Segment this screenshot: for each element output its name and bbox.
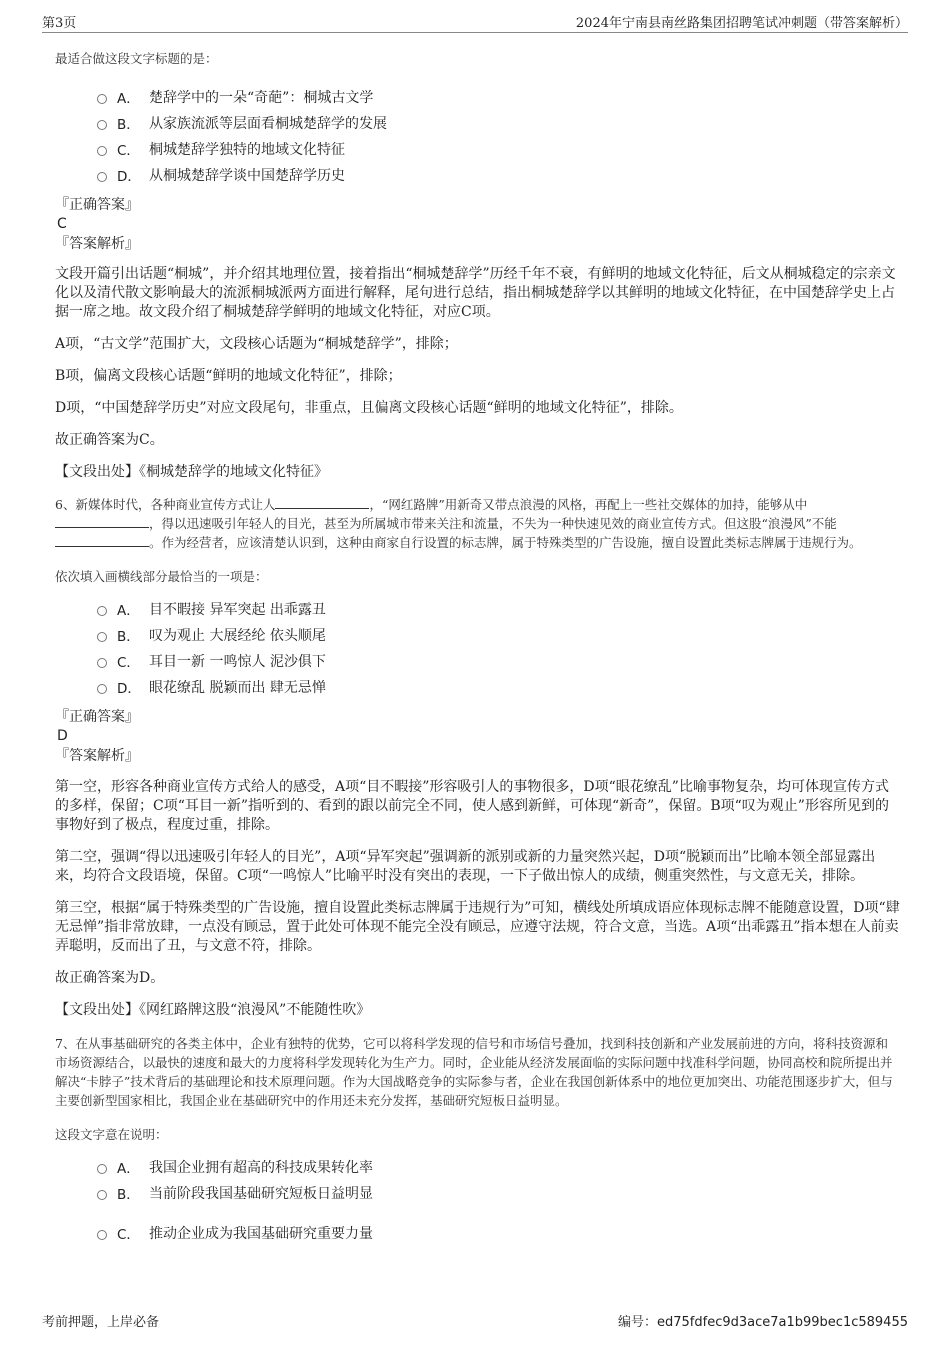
q5-source: 【文段出处】《桐城楚辞学的地域文化特征》 xyxy=(55,464,328,480)
radio-icon[interactable] xyxy=(97,684,107,694)
q5-analysis-label: 『答案解析』 xyxy=(55,236,139,252)
document-title: 2024年宁南县南丝路集团招聘笔试冲刺题（带答案解析） xyxy=(575,16,908,31)
page-footer xyxy=(42,1311,908,1330)
q7-stem: 7、在从事基础研究的各类主体中，企业有独特的优势，它可以将科学发现的信号和市场信号叠加，找到科技创新和产业发展前进的方向，将科技资源和市场资源结合，以最快的速度和最大的力度将科学发现转化为生产力。同时，企业能从经济发展面临的实际问题中找准科学问题，协同高校和院所提出并解决“卡脖子”技术背后的基础理论和技术原理问题。作为大国战略竞争的实际参与者，企业在我国创新体系中的地位更加突出、功能范围逐步扩大，但与主要创新型国家相比，我国企业在基础研究中的作用还未充分发挥，基础研究短板日益明显。 xyxy=(55,1036,893,1108)
q6-analysis-label: 『答案解析』 xyxy=(55,748,139,764)
q6-options xyxy=(97,596,900,700)
answer-blank xyxy=(55,515,149,528)
answer-blank xyxy=(55,534,149,547)
q6-analysis-paragraph: 第三空，根据“属于特殊类型的广告设施，擅自设置此类标志牌属于违规行为”可知，横线处所填成语应体现标志牌不能随意设置，D项“肆无忌惮”指非常放肆，一点没有顾忌，置于此处可体现不能完全没有顾忌，应遵守法规，符合文意，当选。A项“出乖露丑”指本想在人前卖弄聪明，反而出了丑，与文意不符，排除。 xyxy=(55,900,900,954)
q7-option-b[interactable]: B． 当前阶段我国基础研究短板日益明显 xyxy=(97,1180,900,1206)
q6-analysis-paragraph: 故正确答案为D。 xyxy=(55,970,165,986)
q7-options xyxy=(97,1154,900,1246)
radio-icon[interactable] xyxy=(97,172,107,182)
radio-icon[interactable] xyxy=(97,632,107,642)
q5-prompt: 最适合做这段文字标题的是： xyxy=(55,51,218,66)
radio-icon[interactable] xyxy=(97,1230,107,1240)
q6-answer: D xyxy=(57,728,68,744)
radio-icon[interactable] xyxy=(97,658,107,668)
q6-option-d[interactable]: D． 眼花缭乱 脱颖而出 肆无忌惮 xyxy=(97,674,900,700)
q5-analysis-paragraph: D项，“中国楚辞学历史”对应文段尾句，非重点，且偏离文段核心话题“鲜明的地域文化特征”，排除。 xyxy=(55,400,683,416)
page-number: 第3页 xyxy=(42,16,77,31)
radio-icon[interactable] xyxy=(97,606,107,616)
radio-icon[interactable] xyxy=(97,94,107,104)
main-content xyxy=(55,49,900,1246)
q7-option-c[interactable]: C． 推动企业成为我国基础研究重要力量 xyxy=(97,1220,900,1246)
document-code: 编号：ed75fdfec9d3ace7a1b99bec1c589455 xyxy=(617,1315,908,1330)
q6-analysis-paragraph: 第二空，强调“得以迅速吸引年轻人的目光”，A项“异军突起”强调新的派别或新的力量突然兴起，D项“脱颖而出”比喻本领全部显露出来，均符合文段语境，保留。C项“一鸣惊人”比喻平时没有突出的表现，一下子做出惊人的成绩，侧重突然性，与文意无关，排除。 xyxy=(55,849,876,884)
q5-option-a[interactable]: A． 楚辞学中的一朵“奇葩”：桐城古文学 xyxy=(97,84,900,110)
q6-analysis-paragraph: 第一空，形容各种商业宣传方式给人的感受，A项“目不暇接”形容吸引人的事物很多，D项“眼花缭乱”比喻事物复杂，均可体现宣传方式的多样，保留；C项“耳目一新”指听到的、看到的跟以前完全不同，使人感到新鲜，可体现“新奇”，保留。B项“叹为观止”形容所见到的事物好到了极点，程度过重，排除。 xyxy=(55,779,889,833)
q5-analysis-paragraph: 故正确答案为C。 xyxy=(55,432,164,448)
q5-answer: C xyxy=(57,216,67,232)
q7-prompt: 这段文字意在说明： xyxy=(55,1127,168,1142)
q6-prompt: 依次填入画横线部分最恰当的一项是： xyxy=(55,569,268,584)
q5-analysis-paragraph: A项，“古文学”范围扩大，文段核心话题为“桐城楚辞学”，排除； xyxy=(55,336,458,352)
q6-answer-label: 『正确答案』 xyxy=(55,709,139,725)
q5-answer-label: 『正确答案』 xyxy=(55,197,139,213)
radio-icon[interactable] xyxy=(97,120,107,130)
radio-icon[interactable] xyxy=(97,146,107,156)
q5-analysis-paragraph: B项，偏离文段核心话题“鲜明的地域文化特征”，排除； xyxy=(55,368,402,384)
q5-option-c[interactable]: C． 桐城楚辞学独特的地域文化特征 xyxy=(97,136,900,162)
q6-stem: 6、新媒体时代，各种商业宣传方式让人 ，“网红路牌”用新奇又带点浪漫的风格，再配上一些社交媒体的加持，能够从中，得以迅速吸引年轻人的目光，甚至为所属城市带来关注和流量，不失为一种快速见效的商业宣传方式。但这股“浪漫风”不能。作为经营者，应该清楚认识到，这种由商家自行设置的标志牌，属于特殊类型的广告设施，擅自设置此类标志牌属于违规行为。 xyxy=(55,497,862,550)
footer-slogan: 考前押题，上岸必备 xyxy=(42,1315,160,1330)
q6-source: 【文段出处】《网红路牌这股“浪漫风”不能随性吹》 xyxy=(55,1002,371,1018)
q5-option-b[interactable]: B． 从家族流派等层面看桐城楚辞学的发展 xyxy=(97,110,900,136)
q5-option-d[interactable]: D． 从桐城楚辞学谈中国楚辞学历史 xyxy=(97,162,900,188)
q6-option-a[interactable]: A． 目不暇接 异军突起 出乖露丑 xyxy=(97,596,900,622)
q6-option-c[interactable]: C． 耳目一新 一鸣惊人 泥沙俱下 xyxy=(97,648,900,674)
radio-icon[interactable] xyxy=(97,1190,107,1200)
answer-blank xyxy=(275,496,369,509)
radio-icon[interactable] xyxy=(97,1164,107,1174)
q5-options xyxy=(97,84,900,188)
q7-option-a[interactable]: A． 我国企业拥有超高的科技成果转化率 xyxy=(97,1154,900,1180)
page-header xyxy=(42,12,908,33)
q6-option-b[interactable]: B． 叹为观止 大展经纶 依头顺尾 xyxy=(97,622,900,648)
q5-analysis-paragraph: 文段开篇引出话题“桐城”，并介绍其地理位置，接着指出“桐城楚辞学”历经千年不衰，有鲜明的地域文化特征，后文从桐城稳定的宗亲文化以及清代散文影响最大的流派桐城派两方面进行解释，尾句进行总结，指出桐城楚辞学以其鲜明的地域文化特征，在中国楚辞学史上占据一席之地。故文段介绍了桐城楚辞学鲜明的地域文化特征，对应C项。 xyxy=(55,266,896,320)
